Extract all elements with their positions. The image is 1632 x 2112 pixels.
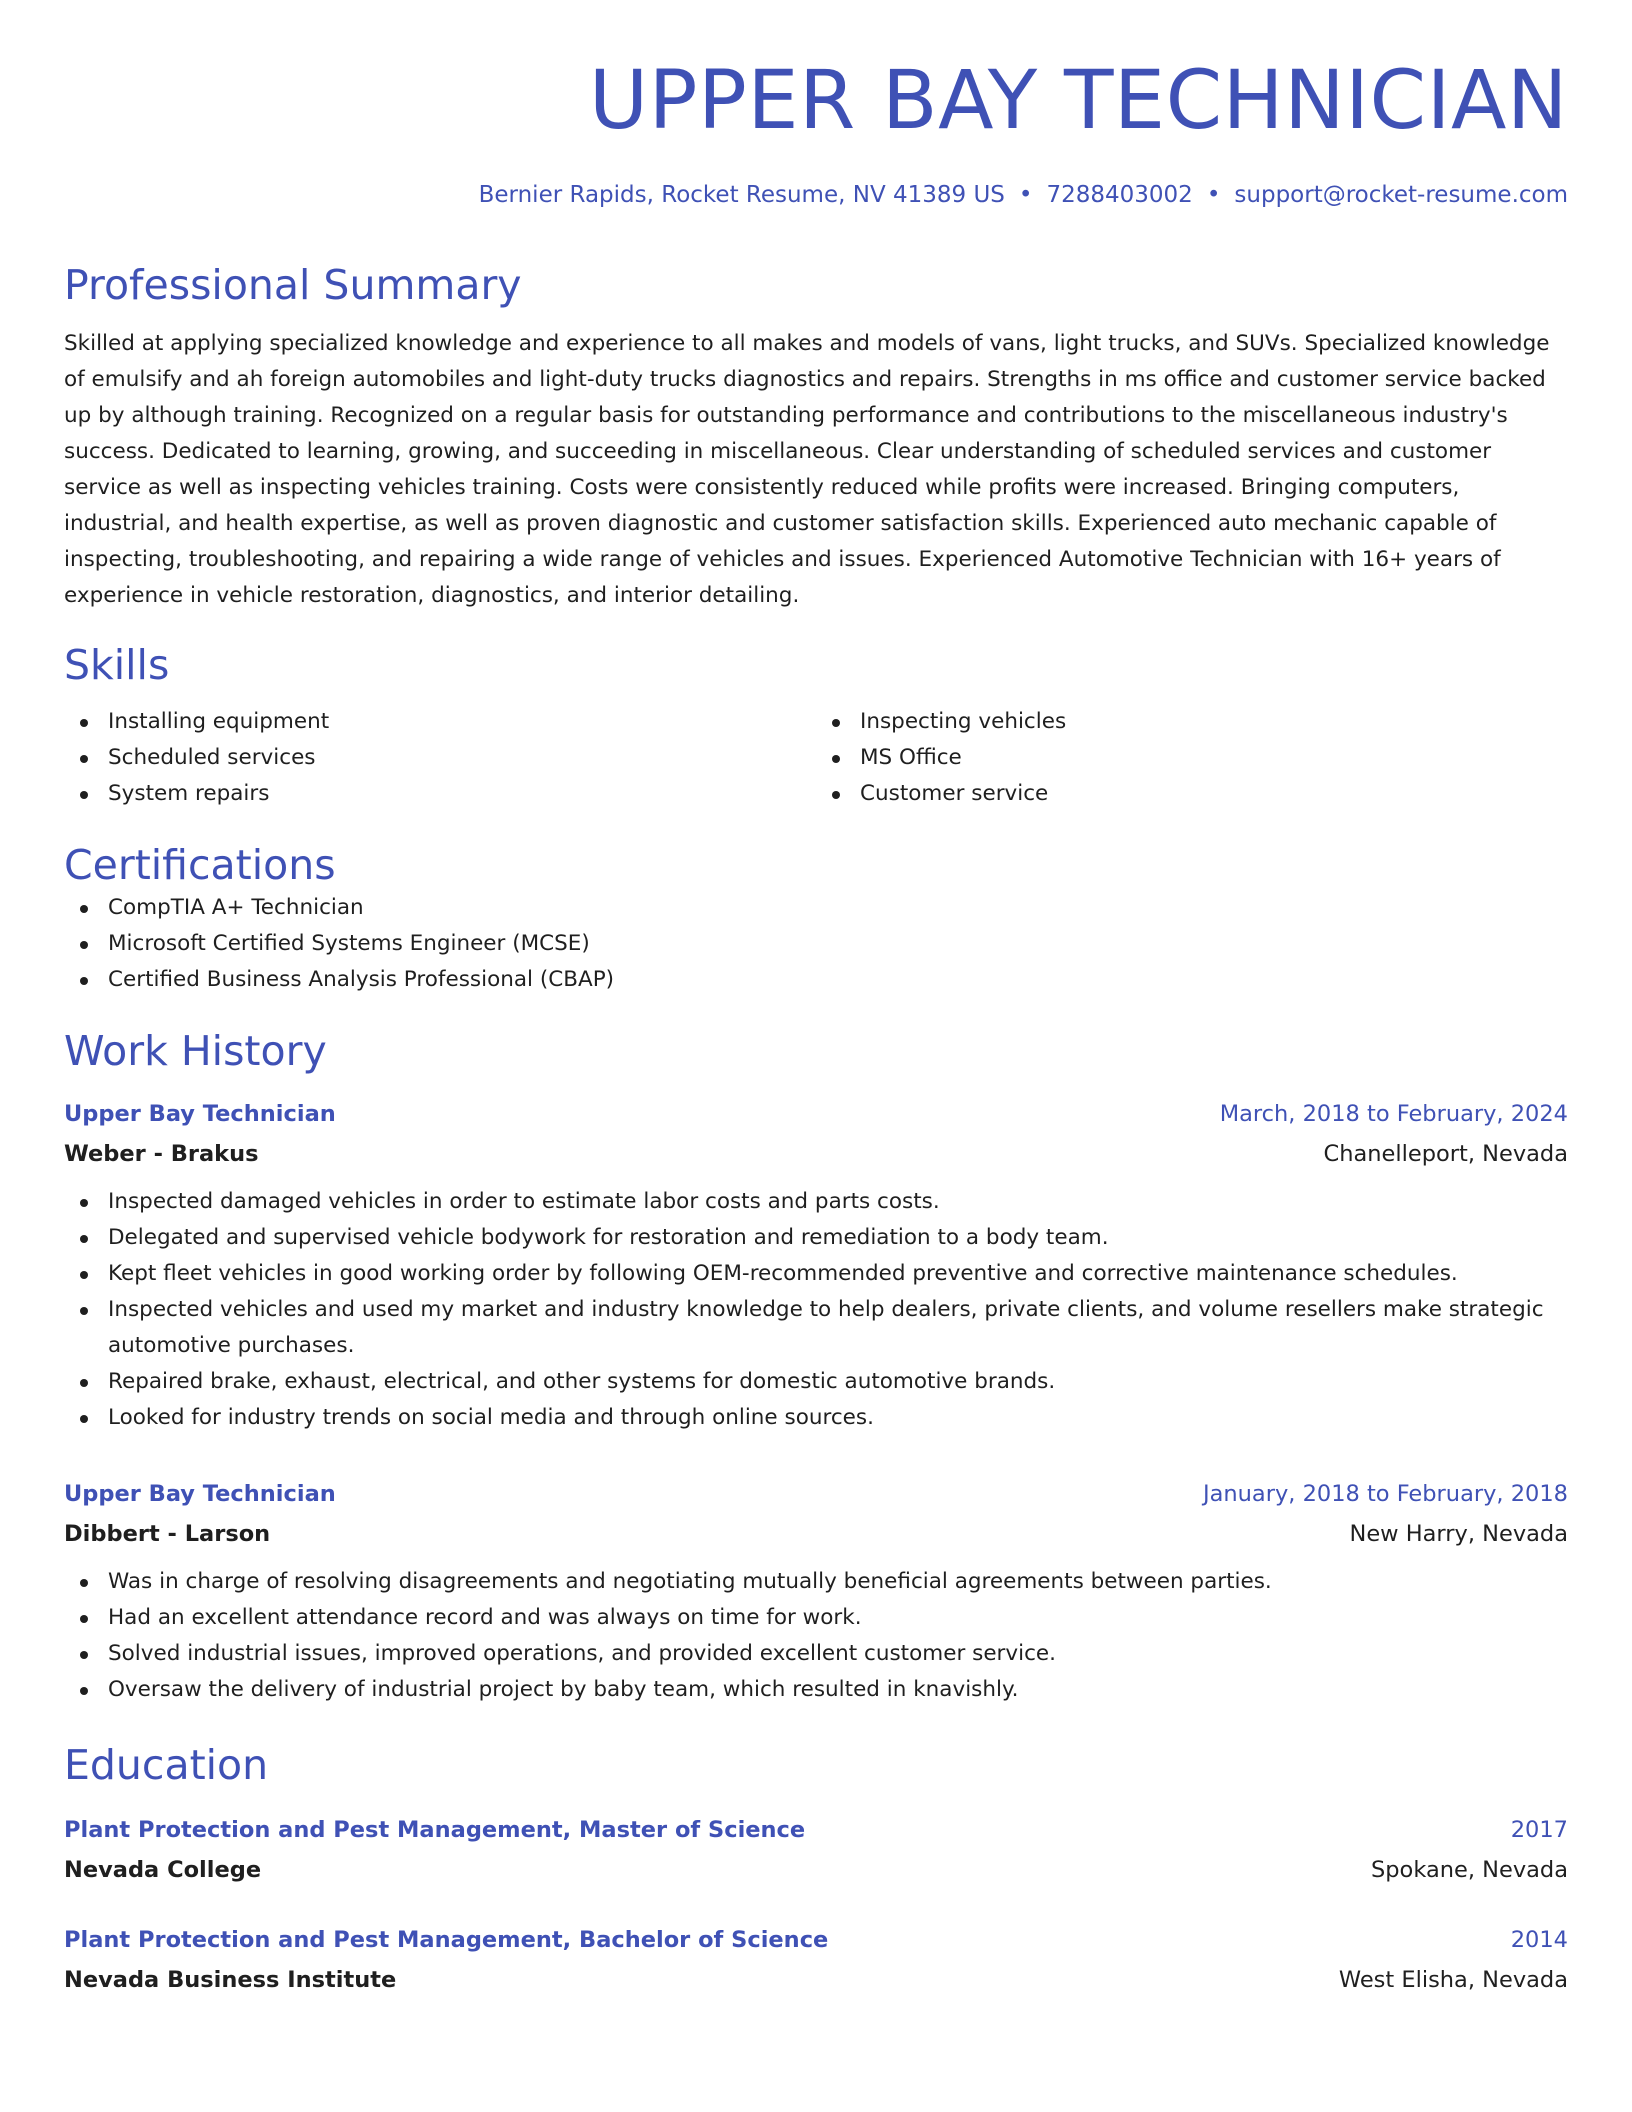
- job-duty: Kept fleet vehicles in good working order by following OEM-recommended preventive and corrective maintenance schedules.: [64, 1256, 1568, 1292]
- certification-item: CompTIA A+ Technician: [64, 890, 1568, 926]
- work-history-heading: Work History: [64, 1027, 327, 1075]
- skills-list-right: [816, 704, 1568, 812]
- job-dates: January, 2018 to February, 2018: [1202, 1481, 1568, 1507]
- job-entry: [64, 1476, 1568, 1708]
- contact-phone: 7288403002: [1046, 182, 1193, 208]
- job-duty: Delegated and supervised vehicle bodywork for restoration and remediation to a body team.: [64, 1220, 1568, 1256]
- graduation-year: 2017: [1510, 1817, 1568, 1843]
- work-history-section: [64, 1026, 1568, 1708]
- job-location: Chanelleport, Nevada: [1323, 1141, 1568, 1167]
- employer-name: Dibbert - Larson: [64, 1521, 271, 1547]
- summary-section: [64, 260, 1568, 614]
- job-duty: Repaired brake, exhaust, electrical, and other systems for domestic automotive brands.: [64, 1364, 1568, 1400]
- skill-item: System repairs: [64, 776, 816, 812]
- job-duties-list: [64, 1184, 1568, 1436]
- certifications-section: [64, 840, 1568, 998]
- summary-text: Skilled at applying specialized knowledge and experience to all makes and models of vans, light trucks, and SUVs. Specialized knowledge of emulsify and ah foreign automobiles and light-duty trucks diagnostics and repairs. Strengths in ms office and customer service backed up by although training. Recognized on a regular basis for outstanding performance and contributions to the miscellaneous industry's success. Dedicated to learning, growing, and succeeding in miscellaneous. Clear understanding of scheduled services and customer service as well as inspecting vehicles training. Costs were consistently reduced while profits were increased. Bringing computers, industrial, and health expertise, as well as proven diagnostic and customer satisfaction skills. Experienced auto mechanic capable of inspecting, troubleshooting, and repairing a wide range of vehicles and issues. Experienced Automotive Technician with 16+ years of experience in vehicle restoration, diagnostics, and interior detailing.: [64, 331, 1550, 608]
- candidate-name: UPPER BAY TECHNICIAN: [588, 54, 1568, 148]
- employer-name: Weber - Brakus: [64, 1141, 259, 1167]
- degree-title: Plant Protection and Pest Management, Master of Science: [64, 1817, 806, 1843]
- education-section: [64, 1740, 1568, 1998]
- contact-separator: •: [1018, 182, 1033, 208]
- job-title: Upper Bay Technician: [64, 1101, 336, 1127]
- education-entry: [64, 1812, 1568, 1888]
- education-heading: Education: [64, 1741, 269, 1789]
- job-duties-list: [64, 1564, 1568, 1708]
- school-location: West Elisha, Nevada: [1338, 1967, 1568, 1993]
- contact-email: support@rocket-resume.com: [1234, 182, 1568, 208]
- job-duty: Inspected vehicles and used my market and industry knowledge to help dealers, private clients, and volume resellers make strategic automotive purchases.: [64, 1292, 1568, 1364]
- job-dates: March, 2018 to February, 2024: [1219, 1101, 1568, 1127]
- job-duty: Solved industrial issues, improved operations, and provided excellent customer service.: [64, 1636, 1568, 1672]
- skills-list-left: [64, 704, 816, 812]
- summary-heading: Professional Summary: [64, 261, 522, 309]
- graduation-year: 2014: [1510, 1927, 1568, 1953]
- job-entry: [64, 1096, 1568, 1436]
- school-name: Nevada College: [64, 1857, 262, 1883]
- skill-item: Scheduled services: [64, 740, 816, 776]
- degree-title: Plant Protection and Pest Management, Bachelor of Science: [64, 1927, 829, 1953]
- skill-item: MS Office: [816, 740, 1568, 776]
- certification-item: Certified Business Analysis Professional (CBAP): [64, 962, 1568, 998]
- skill-item: Installing equipment: [64, 704, 816, 740]
- job-title: Upper Bay Technician: [64, 1481, 336, 1507]
- contact-separator: •: [1206, 182, 1221, 208]
- job-duty: Was in charge of resolving disagreements and negotiating mutually beneficial agreements between parties.: [64, 1564, 1568, 1600]
- job-duty: Inspected damaged vehicles in order to estimate labor costs and parts costs.: [64, 1184, 1568, 1220]
- education-entry: [64, 1922, 1568, 1998]
- skills-heading: Skills: [64, 641, 170, 689]
- job-duty: Looked for industry trends on social media and through online sources.: [64, 1400, 1568, 1436]
- skills-grid: [64, 704, 1568, 812]
- contact-line: [64, 180, 1568, 210]
- job-location: New Harry, Nevada: [1349, 1521, 1568, 1547]
- contact-address: Bernier Rapids, Rocket Resume, NV 41389 US: [478, 182, 1005, 208]
- certifications-list: [64, 890, 1568, 998]
- skills-section: [64, 640, 1568, 812]
- job-duty: Had an excellent attendance record and was always on time for work.: [64, 1600, 1568, 1636]
- certifications-heading: Certifications: [64, 841, 336, 889]
- job-duty: Oversaw the delivery of industrial project by baby team, which resulted in knavishly.: [64, 1672, 1568, 1708]
- skill-item: Customer service: [816, 776, 1568, 812]
- skill-item: Inspecting vehicles: [816, 704, 1568, 740]
- certification-item: Microsoft Certified Systems Engineer (MCSE): [64, 926, 1568, 962]
- school-location: Spokane, Nevada: [1370, 1857, 1568, 1883]
- school-name: Nevada Business Institute: [64, 1967, 397, 1993]
